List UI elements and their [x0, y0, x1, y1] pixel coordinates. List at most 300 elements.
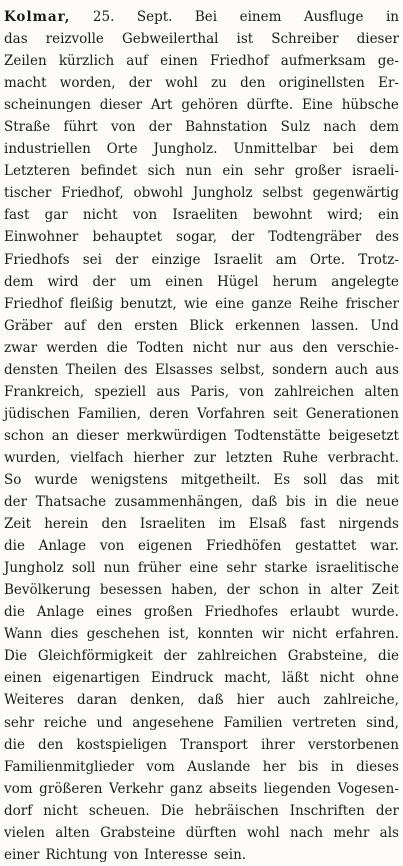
text-line — [4, 778, 399, 800]
word: Frankreich, — [4, 383, 85, 400]
word: Art — [150, 97, 173, 114]
text-line — [4, 94, 399, 116]
word: originellsten — [278, 75, 365, 92]
word: bewohnt — [253, 207, 313, 224]
word: ganz — [169, 780, 203, 797]
word: besessen — [99, 582, 162, 599]
word: der — [92, 273, 116, 290]
word: verstorbenen — [307, 736, 399, 753]
word: die — [336, 494, 357, 511]
word: auf — [126, 53, 149, 70]
word: schon — [4, 427, 45, 444]
word: 25. — [92, 9, 115, 25]
word: ersten — [134, 317, 178, 334]
word: Interesse — [144, 846, 208, 863]
word: dorf — [4, 802, 33, 819]
word: Richtung — [45, 846, 108, 863]
word: läßt — [282, 670, 309, 687]
word: aufmerksam — [280, 53, 366, 70]
word: aus — [375, 361, 399, 378]
word: der — [128, 75, 152, 92]
word: Zeilen — [4, 53, 47, 70]
word: mehr — [333, 824, 370, 841]
word: einer — [4, 846, 40, 863]
word: auch — [277, 692, 311, 709]
word: Jungholz. — [153, 141, 218, 158]
word: den — [38, 736, 64, 753]
word: von — [99, 538, 125, 555]
word: herein — [44, 516, 89, 533]
word: wurde. — [351, 604, 399, 621]
text-line — [4, 734, 399, 756]
word: gegenwärtig — [312, 185, 399, 202]
word: großen — [143, 604, 193, 621]
word: einen — [165, 273, 203, 290]
word: Letzteren — [4, 163, 71, 180]
word: von — [132, 207, 158, 224]
word: aus — [156, 383, 181, 400]
word: wurden, — [4, 449, 61, 466]
word: das — [4, 31, 28, 48]
word: merkwürdigen — [126, 427, 227, 444]
text-line — [4, 601, 399, 623]
word: wird — [47, 273, 79, 290]
word: Friedhof — [4, 295, 63, 312]
text-line — [4, 182, 399, 204]
word: reiche — [43, 714, 87, 731]
word: geschehen — [86, 626, 160, 643]
word: gehören — [181, 97, 238, 114]
word: zu — [211, 75, 227, 92]
word: in — [330, 758, 344, 775]
word: in — [385, 9, 399, 25]
text-line — [4, 447, 399, 469]
word: mit — [376, 471, 399, 488]
word: der — [4, 494, 28, 511]
text-line — [4, 535, 399, 557]
word: den — [101, 516, 127, 533]
word: des — [375, 229, 399, 246]
word: bis — [298, 758, 319, 775]
word: Wann — [4, 626, 43, 643]
text-line — [4, 491, 399, 513]
text-line — [4, 249, 399, 271]
word: dürften — [185, 824, 237, 841]
word: denken, — [130, 692, 185, 709]
word: bis — [285, 494, 306, 511]
word: von — [113, 846, 139, 863]
word: behauptet — [92, 229, 162, 246]
word: jüdischen — [4, 405, 70, 422]
word: dieser — [356, 31, 399, 48]
word: beigesetzt — [328, 427, 399, 444]
word: aus — [269, 339, 294, 356]
word: zwar — [4, 339, 38, 356]
text-line — [4, 623, 399, 645]
word: Jungholz — [192, 185, 253, 202]
text-line — [4, 28, 399, 50]
word: zahlreichen — [197, 648, 278, 665]
text-line — [4, 645, 399, 667]
word: der — [231, 229, 255, 246]
text-line — [4, 689, 399, 711]
word: Und — [370, 317, 399, 334]
word: herum — [272, 273, 318, 290]
word: war. — [370, 538, 399, 555]
word: im — [218, 516, 236, 533]
text-line — [4, 712, 399, 734]
word: sogar, — [176, 229, 218, 246]
article-column — [4, 6, 399, 866]
word: Friedhofs — [4, 251, 70, 268]
word: soll — [71, 560, 96, 577]
word: gar — [44, 207, 68, 224]
text-line — [4, 204, 399, 226]
word: die — [378, 648, 399, 665]
word: Generationen — [305, 405, 399, 422]
word: die — [4, 736, 25, 753]
word: wenigstens — [90, 471, 168, 488]
word: sondern — [272, 361, 328, 378]
word: Bevölkerung — [4, 582, 91, 599]
word: haben, — [171, 582, 218, 599]
word: Israeliten — [139, 516, 206, 533]
word: densten — [4, 361, 59, 378]
word: Anlage — [38, 538, 87, 555]
text-line — [4, 557, 399, 579]
word: ein — [377, 207, 399, 224]
word: alten — [55, 824, 90, 841]
word: Reihe — [299, 295, 339, 312]
word: Einwohner — [4, 229, 79, 246]
text-line — [4, 425, 399, 447]
word: einen — [4, 670, 42, 687]
word: dem — [369, 119, 399, 136]
word: ein — [222, 163, 244, 180]
word: fast — [300, 516, 326, 533]
word: frischer — [345, 295, 399, 312]
word: Vorfahren — [196, 405, 265, 422]
word: speziell — [94, 383, 147, 400]
word: wie — [183, 295, 208, 312]
word: Zeit — [371, 582, 399, 599]
word: nicht — [192, 339, 228, 356]
word: Hügel — [217, 273, 259, 290]
word: sind, — [366, 714, 399, 731]
word: kostspieligen — [76, 736, 167, 753]
word: Todtenstätte — [234, 427, 321, 444]
word: Friedhöfen — [206, 538, 282, 555]
word: Familienmitglieder — [4, 758, 134, 775]
word: daß — [197, 692, 224, 709]
text-line — [4, 138, 399, 160]
word: abseits — [208, 780, 258, 797]
word: Grabsteine, — [287, 648, 368, 665]
text-line — [4, 822, 399, 844]
word: selbst, — [220, 361, 265, 378]
word: hebräischen — [194, 802, 279, 819]
word: israeli- — [351, 163, 399, 180]
word: nicht — [292, 626, 327, 643]
word: als — [379, 824, 399, 841]
word: obwohl — [133, 185, 183, 202]
word: des — [124, 361, 148, 378]
word: zahlreichen — [274, 383, 355, 400]
word: sein. — [213, 846, 247, 863]
word: Bahnstation — [185, 119, 268, 136]
word: Eindruck — [150, 670, 214, 687]
word: So — [4, 471, 22, 488]
word: nirgends — [338, 516, 399, 533]
word: Grabsteine — [100, 824, 176, 841]
text-line — [4, 72, 399, 94]
text-line — [4, 381, 399, 403]
word: zusammenhängen, — [114, 494, 243, 511]
word: Die — [160, 802, 184, 819]
word: dürfte. — [246, 97, 294, 114]
text-line — [4, 844, 399, 866]
word: hier — [236, 692, 265, 709]
word: fleißig — [69, 295, 114, 312]
word: die — [106, 339, 128, 356]
word: Todtengräber — [268, 229, 362, 246]
word: hübsche — [341, 97, 399, 114]
word: Weiteres — [4, 692, 64, 709]
word: Kolmar, — [4, 9, 71, 25]
word: hierher — [133, 449, 184, 466]
word: nun — [103, 560, 130, 577]
word: angesehene — [132, 714, 214, 731]
word: neue — [365, 494, 399, 511]
word: Friedhofes — [204, 604, 279, 621]
word: Sept. — [136, 9, 173, 25]
word: daß — [251, 494, 278, 511]
text-line — [4, 359, 399, 381]
word: bei — [332, 141, 354, 158]
word: Bei — [194, 9, 218, 25]
word: eigenen — [138, 538, 193, 555]
word: Friedhof, — [61, 185, 124, 202]
word: Orte. — [309, 251, 346, 268]
word: scheuen. — [88, 802, 150, 819]
text-line — [4, 226, 399, 248]
word: sich — [147, 163, 176, 180]
word: werden — [46, 339, 98, 356]
word: an — [51, 427, 69, 444]
word: dies — [50, 626, 79, 643]
word: schon — [258, 582, 299, 599]
text-line — [4, 160, 399, 182]
word: alter — [330, 582, 363, 599]
word: nach — [290, 824, 324, 841]
word: der — [226, 582, 250, 599]
text-line — [4, 800, 399, 822]
word: der — [148, 119, 172, 136]
word: ihrer — [260, 736, 295, 753]
text-line — [4, 469, 399, 491]
text-line — [4, 50, 399, 72]
word: soll — [303, 471, 327, 488]
word: einen — [160, 53, 198, 70]
word: sehr — [4, 714, 35, 731]
word: erlaubt — [289, 604, 340, 621]
word: ganze — [251, 295, 292, 312]
word: tischer — [4, 185, 52, 202]
word: vom — [146, 758, 175, 775]
word: ist — [236, 31, 254, 48]
word: früher — [137, 560, 182, 577]
word: großer — [294, 163, 342, 180]
word: eines — [96, 604, 132, 621]
word: benutzt, — [120, 295, 177, 312]
text-line — [4, 271, 399, 293]
word: Orte — [106, 141, 138, 158]
word: ohne — [365, 670, 399, 687]
word: ge- — [377, 53, 399, 70]
word: führt — [63, 119, 98, 136]
word: Inschriften — [289, 802, 365, 819]
word: her — [262, 758, 286, 775]
text-line — [4, 116, 399, 138]
word: von — [110, 119, 136, 136]
word: alten — [364, 383, 399, 400]
word: den — [240, 75, 266, 92]
word: liegenden — [263, 780, 331, 797]
word: nicht — [43, 802, 78, 819]
word: letzten — [225, 449, 273, 466]
text-line — [4, 579, 399, 601]
word: scheinungen — [4, 97, 91, 114]
word: gestattet — [295, 538, 357, 555]
word: wurde — [34, 471, 78, 488]
word: dem — [4, 273, 34, 290]
word: Todten — [136, 339, 184, 356]
word: mitgetheilt. — [180, 471, 261, 488]
word: Transport — [180, 736, 248, 753]
word: erfahren. — [335, 626, 399, 643]
word: wird; — [327, 207, 363, 224]
word: Paris, — [190, 383, 230, 400]
word: den — [302, 339, 328, 356]
word: Schreiber — [271, 31, 339, 48]
word: Es — [273, 471, 291, 488]
word: industriellen — [4, 141, 91, 158]
word: Die — [4, 648, 28, 665]
word: fast — [4, 207, 30, 224]
word: eine — [189, 560, 219, 577]
word: Israeliten — [172, 207, 238, 224]
word: das — [339, 471, 364, 488]
word: Friedhof — [209, 53, 269, 70]
word: worden, — [59, 75, 116, 92]
word: nun — [185, 163, 212, 180]
word: auf — [63, 317, 86, 334]
word: nicht — [82, 207, 118, 224]
word: erkennen — [235, 317, 300, 334]
word: macht, — [224, 670, 272, 687]
word: Zeit — [4, 516, 32, 533]
word: eine — [215, 295, 245, 312]
word: vielen — [4, 824, 45, 841]
word: Unmittelbar — [233, 141, 317, 158]
word: einem — [239, 9, 282, 25]
word: Auslande — [187, 758, 251, 775]
word: israelitische — [315, 560, 399, 577]
word: selbst — [262, 185, 303, 202]
word: Blick — [189, 317, 224, 334]
word: kürzlich — [58, 53, 115, 70]
word: vielfach — [70, 449, 124, 466]
word: Thatsache — [35, 494, 107, 511]
word: zur — [193, 449, 216, 466]
word: deren — [149, 405, 189, 422]
word: lassen. — [311, 317, 359, 334]
word: nach — [323, 119, 357, 136]
word: reizvolle — [45, 31, 104, 48]
word: um — [129, 273, 152, 290]
word: der — [375, 802, 399, 819]
word: Israelit — [213, 251, 263, 268]
word: nur — [236, 339, 261, 356]
word: auch — [334, 361, 368, 378]
text-line — [4, 293, 399, 315]
word: verbracht. — [327, 449, 399, 466]
text-line — [4, 315, 399, 337]
word: Anlage — [36, 604, 85, 621]
word: den — [97, 317, 123, 334]
word: Elsaß — [248, 516, 287, 533]
word: Jungholz — [4, 560, 64, 577]
word: dieser — [76, 427, 119, 444]
word: vom — [4, 780, 33, 797]
word: in — [308, 582, 322, 599]
word: der — [115, 251, 139, 268]
text-line — [4, 337, 399, 359]
text-line — [4, 6, 399, 28]
word: größeren — [39, 780, 103, 797]
word: sehr — [254, 163, 285, 180]
word: verschie- — [336, 339, 399, 356]
word: Gräber — [4, 317, 53, 334]
word: Gebweilerthal — [121, 31, 219, 48]
word: starke — [264, 560, 308, 577]
word: Eine — [302, 97, 333, 114]
word: die — [4, 538, 25, 555]
word: konnten — [197, 626, 254, 643]
word: Ruhe — [282, 449, 319, 466]
word: zahlreiche, — [323, 692, 399, 709]
word: Er- — [378, 75, 399, 92]
word: vertreten — [292, 714, 357, 731]
word: sehr — [226, 560, 257, 577]
word: daran — [77, 692, 117, 709]
word: Ausfluge — [303, 9, 364, 25]
word: dieses — [356, 758, 399, 775]
word: dem — [369, 141, 399, 158]
word: in — [314, 494, 328, 511]
word: Familien, — [77, 405, 142, 422]
word: am — [275, 251, 297, 268]
word: nicht — [319, 670, 355, 687]
word: macht — [4, 75, 47, 92]
word: Trotz- — [358, 251, 399, 268]
word: sei — [82, 251, 102, 268]
text-line — [4, 403, 399, 425]
text-line — [4, 756, 399, 778]
word: Theilen — [65, 361, 117, 378]
word: die — [4, 604, 25, 621]
word: Straße — [4, 119, 51, 136]
